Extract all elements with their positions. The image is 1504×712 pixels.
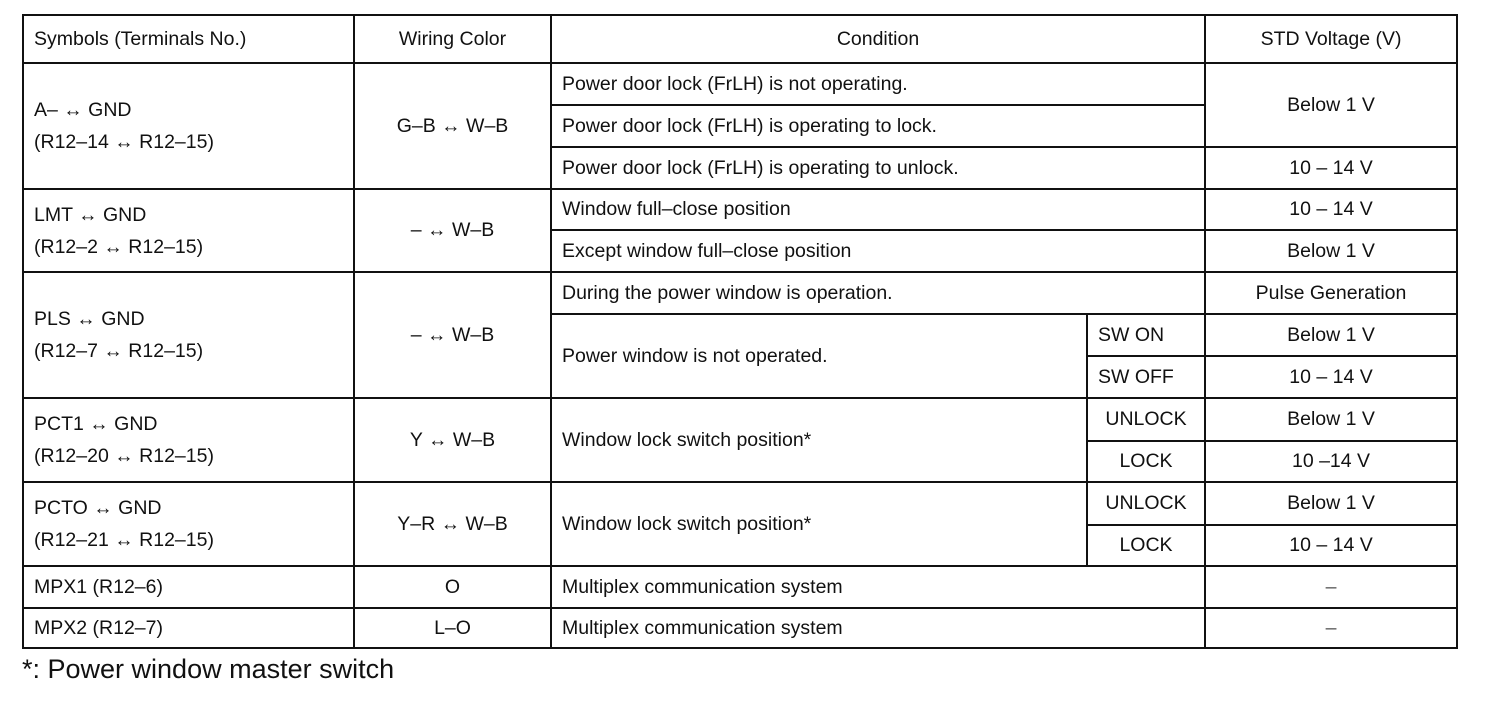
symbol-terminal-numbers: (R12–21 ↔ R12–15) [34,529,214,551]
header-wiring-color: Wiring Color [354,15,551,63]
symbol-terminal: LMT ↔ GND [34,203,147,226]
voltage-cell: Below 1 V [1205,230,1457,272]
sub-condition-cell: UNLOCK [1087,482,1205,525]
symbol-terminal-numbers: (R12–2 ↔ R12–15) [34,235,204,258]
header-condition: Condition [551,15,1205,63]
table-row [23,608,1457,648]
condition-cell: During the power window is operation. [551,272,1205,314]
voltage-cell: Below 1 V [1205,63,1457,147]
header-row [23,15,1457,63]
wiring-color-cell: O [354,566,551,608]
voltage-cell: Below 1 V [1205,398,1457,441]
condition-cell: Power window is not operated. [551,314,1087,398]
symbol-cell [23,189,354,272]
terminal-voltage-table [22,14,1458,649]
voltage-cell: 10 – 14 V [1205,525,1457,566]
wiring-color-cell: – ↔ W–B [354,189,551,272]
symbol-terminal: PCT1 ↔ GND [34,413,158,435]
table-row [23,482,1457,525]
voltage-cell: – [1205,608,1457,648]
symbol-cell [23,482,354,566]
sub-condition-cell: UNLOCK [1087,398,1205,441]
symbol-cell [23,398,354,482]
symbol-cell: MPX2 (R12–7) [23,608,354,648]
table-row [23,566,1457,608]
table-row [23,63,1457,105]
symbol-terminal-numbers: (R12–14 ↔ R12–15) [34,131,214,153]
wiring-color-cell: L–O [354,608,551,648]
symbol-cell: MPX1 (R12–6) [23,566,354,608]
header-symbols: Symbols (Terminals No.) [23,15,354,63]
voltage-cell: Pulse Generation [1205,272,1457,314]
wiring-color-cell: – ↔ W–B [354,272,551,398]
voltage-cell: – [1205,566,1457,608]
voltage-cell: Below 1 V [1205,482,1457,525]
symbol-terminal: A– ↔ GND [34,99,132,121]
table-row [23,272,1457,314]
header-std-voltage: STD Voltage (V) [1205,15,1457,63]
sub-condition-cell: LOCK [1087,525,1205,566]
symbol-terminal: PCTO ↔ GND [34,497,162,519]
symbol-cell [23,272,354,398]
voltage-cell: 10 –14 V [1205,441,1457,482]
wiring-color-cell: Y–R ↔ W–B [354,482,551,566]
condition-cell: Power door lock (FrLH) is operating to lock. [551,105,1205,147]
table-row [23,398,1457,441]
condition-cell: Power door lock (FrLH) is operating to unlock. [551,147,1205,189]
wiring-color-cell: G–B ↔ W–B [354,63,551,189]
wiring-color-cell: Y ↔ W–B [354,398,551,482]
sub-condition-cell: SW ON [1087,314,1205,356]
voltage-cell: 10 – 14 V [1205,189,1457,230]
condition-cell: Window lock switch position* [551,482,1087,566]
sub-condition-cell: LOCK [1087,441,1205,482]
condition-cell: Power door lock (FrLH) is not operating. [551,63,1205,105]
symbol-terminal: PLS ↔ GND [34,308,145,330]
voltage-cell: 10 – 14 V [1205,147,1457,189]
voltage-cell: Below 1 V [1205,314,1457,356]
condition-cell: Except window full–close position [551,230,1205,272]
voltage-cell: 10 – 14 V [1205,356,1457,398]
symbol-cell [23,63,354,189]
condition-cell: Window full–close position [551,189,1205,230]
symbol-terminal-numbers: (R12–7 ↔ R12–15) [34,340,204,362]
condition-cell: Multiplex communication system [551,566,1205,608]
condition-cell: Multiplex communication system [551,608,1205,648]
symbol-terminal-numbers: (R12–20 ↔ R12–15) [34,445,214,467]
footnote: *: Power window master switch [22,654,395,684]
sub-condition-cell: SW OFF [1087,356,1205,398]
table-row [23,189,1457,230]
condition-cell: Window lock switch position* [551,398,1087,482]
terminal-voltage-table-container [22,14,1456,649]
